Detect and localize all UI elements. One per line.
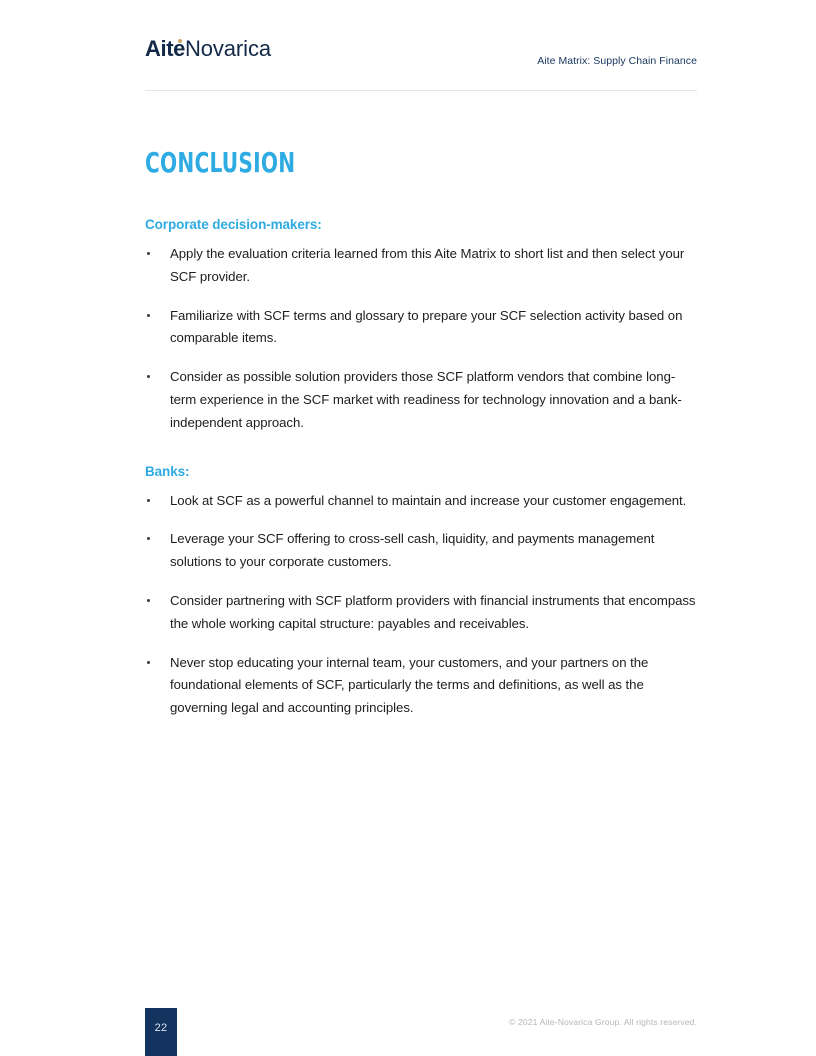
logo-secondary-text: Novarica bbox=[184, 36, 271, 61]
list-item bbox=[145, 490, 697, 513]
list-item-text: Consider partnering with SCF platform providers with financial instruments that encompass the whole working capital structure: payables and receivables. bbox=[170, 592, 696, 631]
subsection-heading-corporate: Corporate decision-makers: bbox=[145, 217, 322, 232]
page-header bbox=[145, 36, 697, 88]
header-document-title: Aite Matrix: Supply Chain Finance bbox=[537, 55, 697, 67]
page-title: CONCLUSION bbox=[145, 146, 296, 179]
subsection-heading-banks: Banks: bbox=[145, 463, 190, 479]
list-item bbox=[145, 528, 697, 574]
logo-primary-text: Aite bbox=[145, 36, 185, 61]
bullet-dot-icon bbox=[147, 661, 150, 664]
list-item-text: Familiarize with SCF terms and glossary to prepare your SCF selection activity based on comparable items. bbox=[170, 307, 683, 346]
bullet-list-corporate bbox=[145, 243, 697, 435]
list-item bbox=[145, 243, 697, 289]
aite-novarica-logo bbox=[145, 36, 271, 62]
bullet-dot-icon bbox=[147, 537, 150, 540]
list-item-text: Apply the evaluation criteria learned from this Aite Matrix to short list and then select your SCF provider. bbox=[170, 246, 685, 284]
page-content bbox=[145, 148, 697, 720]
page-number-text: 22 bbox=[154, 1022, 168, 1034]
header-divider bbox=[145, 90, 697, 91]
bullet-dot-icon bbox=[147, 599, 150, 602]
bullet-list-banks bbox=[145, 490, 697, 720]
list-item-text: Look at SCF as a powerful channel to maintain and increase your customer engagement. bbox=[170, 492, 687, 508]
section-corporate-decision-makers bbox=[145, 216, 697, 435]
list-item bbox=[145, 652, 697, 720]
section-banks bbox=[145, 463, 697, 720]
bullet-dot-icon bbox=[147, 314, 150, 317]
bullet-dot-icon bbox=[147, 499, 150, 502]
list-item bbox=[145, 590, 697, 636]
page-number-badge bbox=[145, 1008, 177, 1056]
list-item bbox=[145, 366, 697, 434]
list-item-text: Leverage your SCF offering to cross-sell cash, liquidity, and payments management solutions to your corporate customers. bbox=[170, 531, 655, 570]
list-item-text: Consider as possible solution providers those SCF platform vendors that combine long-term experience in the SCF market with readiness for technology innovation and a bank-independent approach. bbox=[170, 369, 682, 430]
copyright-notice: © 2021 Aite-Novarica Group. All rights reserved. bbox=[509, 1017, 697, 1027]
list-item-text: Never stop educating your internal team, your customers, and your partners on the foundational elements of SCF, particularly the terms and definitions, as well as the governing legal and accounting principles. bbox=[170, 654, 649, 716]
bullet-dot-icon bbox=[147, 375, 150, 378]
list-item bbox=[145, 305, 697, 351]
bullet-dot-icon bbox=[147, 252, 150, 255]
